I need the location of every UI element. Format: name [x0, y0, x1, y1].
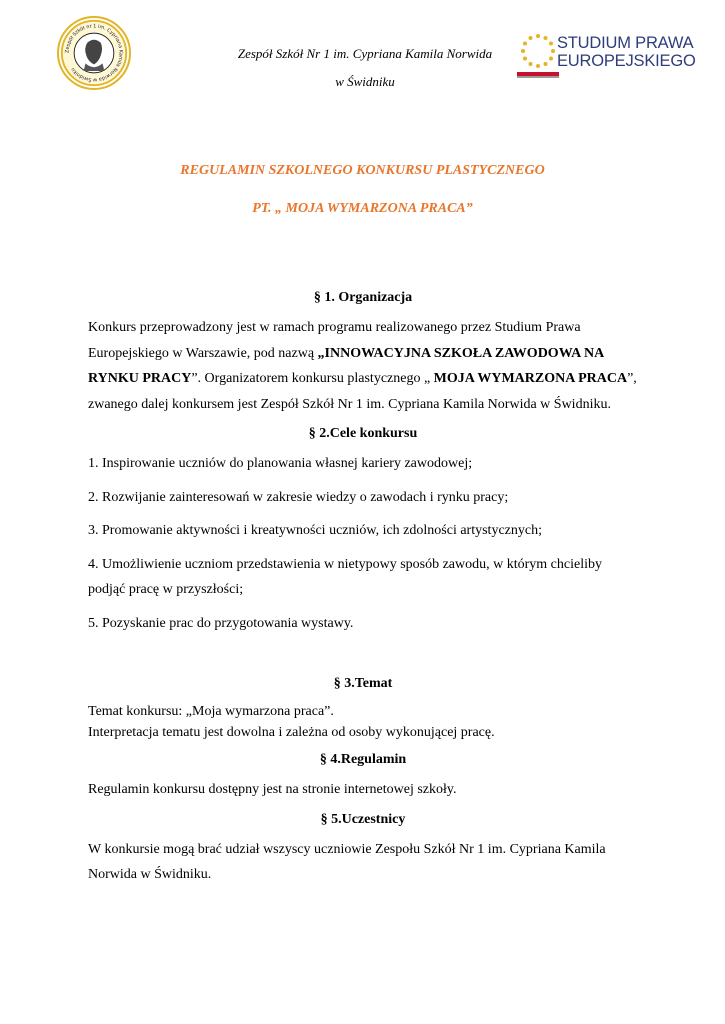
- title-line-2: PT. „ MOJA WYMARZONA PRACA”: [252, 201, 473, 216]
- section-3-line-2: Interpretacja tematu jest dowolna i zależna od osoby wykonującej pracę.: [88, 725, 495, 740]
- school-name-block: [150, 40, 580, 96]
- school-logo: [57, 16, 131, 90]
- section-1-paragraph: [88, 315, 638, 417]
- section-2-heading: § 2.Cele konkursu: [308, 426, 418, 441]
- goal-item-2: 2. Rozwijanie zainteresowań w zakresie wiedzy o zawodach i rynku pracy;: [88, 489, 509, 505]
- partner-logo-line1: STUDIUM PRAWA: [557, 34, 694, 52]
- section-5-heading: § 5.Uczestnicy: [320, 811, 406, 827]
- partner-logo: [517, 30, 696, 80]
- section-1-text-3: ”, zwanego dalej konkursem jest Zespół Szkół Nr 1 im. Cypriana Kamila Norwida w Świdniku.: [88, 371, 637, 412]
- page-header: [0, 0, 725, 120]
- section-3-heading: § 3.Temat: [333, 676, 393, 691]
- partner-logo-grey-bar: [517, 76, 559, 78]
- goal-item-1: 1. Inspirowanie uczniów do planowania własnej kariery zawodowej;: [88, 456, 473, 471]
- goal-item-5: 5. Pozyskanie prac do przygotowania wystawy.: [88, 615, 354, 631]
- title-line-1: REGULAMIN SZKOLNEGO KONKURSU PLASTYCZNEGO: [180, 163, 545, 178]
- section-1-heading: § 1. Organizacja: [313, 290, 413, 305]
- partner-logo-text: [557, 34, 696, 70]
- section-1-program-name: „INNOWACYJNA SZKOŁA ZAWODOWA NA RYNKU PRACY: [88, 345, 604, 386]
- goal-item-3: 3. Promowanie aktywności i kreatywności uczniów, ich zdolności artystycznych;: [88, 523, 542, 538]
- section-5-text: W konkursie mogą brać udział wszyscy uczniowie Zespołu Szkół Nr 1 im. Cypriana Kamila Norwida w Świdniku.: [88, 841, 606, 882]
- section-1-contest-name: MOJA WYMARZONA PRACA: [433, 371, 628, 386]
- partner-logo-line2: EUROPEJSKIEGO: [557, 52, 696, 70]
- section-4-text: Regulamin konkursu dostępny jest na stronie internetowej szkoły.: [88, 782, 457, 797]
- section-4-heading: § 4.Regulamin: [319, 752, 407, 767]
- section-3-line-1: Temat konkursu: „Moja wymarzona praca”.: [88, 704, 334, 719]
- school-city: w Świdniku: [335, 74, 395, 89]
- school-name: Zespół Szkół Nr 1 im. Cypriana Kamila Norwida: [237, 46, 493, 61]
- goal-item-4: 4. Umożliwienie uczniom przedstawienia w nietypowy sposób zawodu, w którym chcieliby podjąć pracę w przyszłości;: [88, 556, 602, 597]
- eu-stars-icon: [517, 30, 559, 72]
- document-title: [0, 152, 725, 228]
- document-body: [88, 287, 638, 888]
- section-1-text-2: ”. Organizatorem konkursu plastycznego „: [191, 371, 434, 386]
- section-1-text-1: Konkurs przeprowadzony jest w ramach programu realizowanego przez Studium Prawa Europejskiego w Warszawie, pod nazwą: [88, 320, 581, 361]
- school-emblem-icon: [59, 18, 129, 88]
- school-logo-text: Zespół Szkół nr 1 im. Cypriana Kamila Norwida w Świdniku: [64, 23, 124, 83]
